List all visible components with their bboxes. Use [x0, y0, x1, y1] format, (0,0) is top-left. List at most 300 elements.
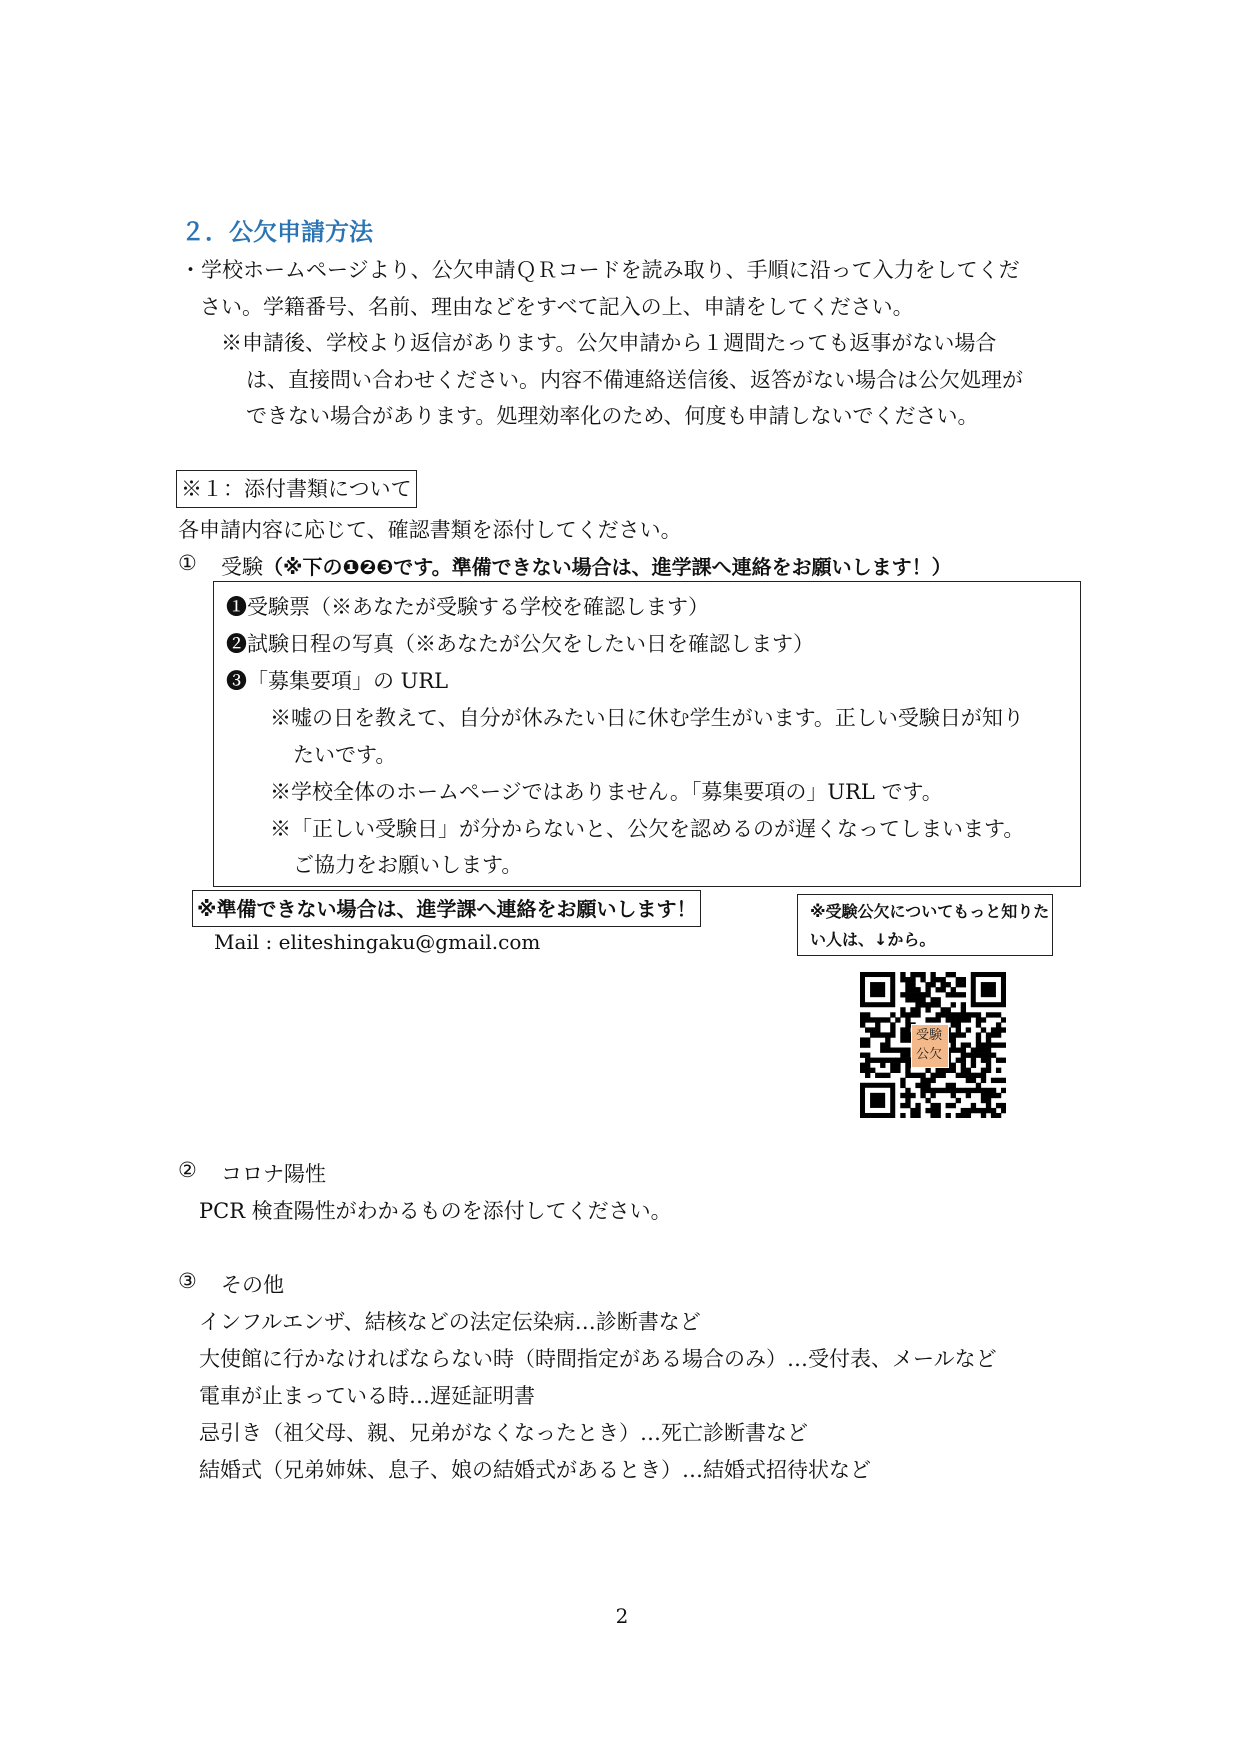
- qr-module: [1001, 1027, 1006, 1032]
- qr-module: [860, 1042, 865, 1047]
- qr-module: [910, 1073, 915, 1078]
- qr-module: [996, 1012, 1001, 1017]
- qr-module: [905, 997, 910, 1002]
- attachments-lead: 各申請内容に応じて、確認書類を添付してください。: [178, 518, 682, 542]
- qr-module: [860, 1063, 865, 1068]
- qr-module: [910, 997, 915, 1002]
- qr-module: [976, 1042, 981, 1047]
- qr-module: [951, 1042, 956, 1047]
- qr-module: [981, 1048, 986, 1053]
- qr-module: [971, 1058, 976, 1063]
- exam-box-note: ※「正しい受験日」が分からないと、公欠を認めるのが遅くなってしまいます。: [270, 817, 1025, 841]
- qr-module: [946, 1088, 951, 1093]
- qr-module: [951, 1002, 956, 1007]
- qr-module: [961, 1063, 966, 1068]
- qr-module: [925, 982, 930, 987]
- qr-module: [961, 1007, 966, 1012]
- qr-module: [890, 1027, 895, 1032]
- qr-module: [986, 1048, 991, 1053]
- qr-module: [981, 1088, 986, 1093]
- qr-module: [910, 972, 915, 977]
- qr-module: [900, 1048, 905, 1053]
- qr-module: [915, 1012, 920, 1017]
- qr-module: [961, 1053, 966, 1058]
- qr-module: [895, 1063, 900, 1068]
- qr-center-line: 受験: [915, 1028, 942, 1043]
- qr-module: [925, 1083, 930, 1088]
- qr-module: [966, 1027, 971, 1032]
- qr-module: [900, 1103, 905, 1108]
- qr-module: [966, 1068, 971, 1073]
- other-item: 電車が止まっている時…遅延証明書: [199, 1384, 535, 1408]
- qr-module: [971, 1078, 976, 1083]
- qr-module: [991, 1012, 996, 1017]
- intro-line: ・学校ホームページより、公欠申請ＱＲコードを読み取り、手順に沿って入力をしてくだ: [180, 258, 1020, 282]
- qr-module: [991, 1108, 996, 1113]
- qr-module: [956, 992, 961, 997]
- qr-module: [865, 1012, 870, 1017]
- qr-module: [986, 1042, 991, 1047]
- qr-module: [930, 1113, 935, 1118]
- qr-module: [905, 1048, 910, 1053]
- qr-module: [905, 1098, 910, 1103]
- qr-module: [946, 1103, 951, 1108]
- qr-module: [895, 1017, 900, 1022]
- exam-item-schedule: ❷試験日程の写真（※あなたが公欠をしたい日を確認します）: [226, 632, 814, 656]
- qr-module: [905, 1037, 910, 1042]
- qr-module: [976, 1017, 981, 1022]
- qr-module: [956, 1032, 961, 1037]
- qr-module: [905, 1068, 910, 1073]
- qr-module: [915, 1103, 920, 1108]
- qr-module: [925, 1088, 930, 1093]
- qr-module: [951, 1093, 956, 1098]
- qr-module: [971, 1053, 976, 1058]
- other-item: インフルエンザ、結核などの法定伝染病…診断書など: [199, 1310, 701, 1334]
- qr-module: [915, 997, 920, 1002]
- qr-module: [860, 1068, 865, 1073]
- qr-module: [910, 977, 915, 982]
- qr-module: [905, 1063, 910, 1068]
- qr-module: [930, 1002, 935, 1007]
- qr-module: [915, 987, 920, 992]
- qr-module: [966, 1042, 971, 1047]
- intro-line: さい。学籍番号、名前、理由などをすべて記入の上、申請をしてください。: [200, 295, 914, 319]
- qr-finder-pattern: [981, 982, 996, 997]
- qr-module: [996, 1058, 1001, 1063]
- qr-module: [966, 1088, 971, 1093]
- qr-module: [915, 1083, 920, 1088]
- qr-module: [956, 1073, 961, 1078]
- qr-module: [1001, 1108, 1006, 1113]
- qr-module: [991, 1113, 996, 1118]
- qr-module: [976, 1083, 981, 1088]
- qr-module: [951, 1017, 956, 1022]
- qr-module: [920, 997, 925, 1002]
- qr-module: [941, 1068, 946, 1073]
- contact-mail[interactable]: Mail : eliteshingaku@gmail.com: [214, 930, 541, 954]
- intro-note-line: できない場合があります。処理効率化のため、何度も申請しないでください。: [246, 404, 979, 428]
- qr-module: [996, 1113, 1001, 1118]
- qr-module: [870, 1027, 875, 1032]
- qr-module: [956, 1098, 961, 1103]
- qr-module: [895, 1068, 900, 1073]
- qr-module: [865, 1042, 870, 1047]
- qr-module: [976, 1048, 981, 1053]
- qr-module: [905, 977, 910, 982]
- qr-module: [961, 982, 966, 987]
- qr-module: [910, 1108, 915, 1113]
- qr-module: [976, 1022, 981, 1027]
- qr-module: [925, 1078, 930, 1083]
- qr-module: [880, 1017, 885, 1022]
- qr-module: [875, 1058, 880, 1063]
- qr-module: [900, 1012, 905, 1017]
- qr-module: [961, 1108, 966, 1113]
- qr-module: [981, 1093, 986, 1098]
- qr-module: [880, 1032, 885, 1037]
- qr-module: [961, 1073, 966, 1078]
- qr-module: [981, 1098, 986, 1103]
- qr-module: [936, 1113, 941, 1118]
- qr-module: [951, 1063, 956, 1068]
- qr-module: [930, 997, 935, 1002]
- qr-module: [880, 1058, 885, 1063]
- qr-module: [1001, 1103, 1006, 1108]
- qr-module: [1001, 1058, 1006, 1063]
- qr-module: [996, 1068, 1001, 1073]
- qr-module: [915, 1108, 920, 1113]
- qr-module: [941, 1012, 946, 1017]
- qr-module: [961, 1042, 966, 1047]
- qr-module: [941, 977, 946, 982]
- qr-module: [961, 1088, 966, 1093]
- qr-module: [880, 1042, 885, 1047]
- qr-module: [920, 1073, 925, 1078]
- qr-label: ※受験公欠についてもっと知りたい人は、↓から。: [797, 894, 1053, 956]
- exam-warning: ※準備できない場合は、進学課へ連絡をお願いします！: [192, 890, 701, 927]
- qr-module: [905, 1058, 910, 1063]
- section-title: ２．公欠申請方法: [181, 218, 373, 246]
- qr-module: [895, 1058, 900, 1063]
- qr-module: [925, 1108, 930, 1113]
- qr-module: [971, 1012, 976, 1017]
- qr-module: [996, 1027, 1001, 1032]
- qr-module: [875, 1032, 880, 1037]
- qr-module: [920, 977, 925, 982]
- qr-module: [930, 977, 935, 982]
- qr-module: [930, 1103, 935, 1108]
- qr-module: [956, 1027, 961, 1032]
- qr-module: [966, 1093, 971, 1098]
- qr-module: [971, 1088, 976, 1093]
- qr-module: [900, 1053, 905, 1058]
- qr-module: [981, 1053, 986, 1058]
- qr-module: [875, 1022, 880, 1027]
- qr-module: [925, 1068, 930, 1073]
- qr-module: [885, 1048, 890, 1053]
- qr-module: [925, 992, 930, 997]
- qr-module: [905, 987, 910, 992]
- qr-module: [900, 1113, 905, 1118]
- qr-module: [986, 1032, 991, 1037]
- qr-module: [941, 1088, 946, 1093]
- qr-module: [986, 1053, 991, 1058]
- qr-module: [905, 1027, 910, 1032]
- qr-module: [981, 1073, 986, 1078]
- intro-note-line: は、直接問い合わせください。内容不備連絡送信後、返答がない場合は公欠処理が: [246, 368, 1023, 392]
- other-item: 結婚式（兄弟姉妹、息子、娘の結婚式があるとき）…結婚式招待状など: [199, 1458, 871, 1482]
- qr-module: [951, 1083, 956, 1088]
- qr-module: [860, 1017, 865, 1022]
- qr-finder-pattern: [870, 982, 885, 997]
- qr-module: [996, 1078, 1001, 1083]
- qr-module: [870, 1058, 875, 1063]
- qr-module: [885, 1032, 890, 1037]
- qr-module: [936, 1088, 941, 1093]
- qr-module: [986, 1093, 991, 1098]
- qr-module: [971, 1103, 976, 1108]
- qr-module: [961, 1068, 966, 1073]
- qr-module: [915, 1113, 920, 1118]
- qr-module: [925, 1007, 930, 1012]
- exam-number: ①: [178, 551, 197, 575]
- qr-module: [996, 1093, 1001, 1098]
- qr-module: [991, 1053, 996, 1058]
- qr-module: [961, 1002, 966, 1007]
- qr-module: [895, 1048, 900, 1053]
- qr-module: [951, 1037, 956, 1042]
- qr-module: [865, 1068, 870, 1073]
- qr-module: [961, 977, 966, 982]
- qr-module: [915, 1007, 920, 1012]
- qr-module: [976, 1053, 981, 1058]
- qr-module: [941, 982, 946, 987]
- qr-module: [885, 1058, 890, 1063]
- qr-module: [991, 1088, 996, 1093]
- qr-module: [981, 1058, 986, 1063]
- exam-box-note: ご協力をお願いします。: [293, 853, 523, 877]
- qr-module: [865, 1053, 870, 1058]
- qr-module: [905, 992, 910, 997]
- qr-module: [981, 1042, 986, 1047]
- qr-module: [976, 1073, 981, 1078]
- qr-module: [885, 1037, 890, 1042]
- qr-module: [996, 1042, 1001, 1047]
- qr-center-text: [911, 1026, 947, 1064]
- qr-module: [936, 1103, 941, 1108]
- qr-module: [956, 1113, 961, 1118]
- qr-module: [890, 1048, 895, 1053]
- qr-module: [976, 1037, 981, 1042]
- qr-module: [905, 1093, 910, 1098]
- qr-module: [956, 982, 961, 987]
- other-item: 忌引き（祖父母、親、兄弟がなくなったとき）…死亡診断書など: [199, 1421, 808, 1445]
- qr-module: [905, 1012, 910, 1017]
- qr-module: [971, 1108, 976, 1113]
- qr-module: [961, 1048, 966, 1053]
- qr-module: [905, 982, 910, 987]
- qr-module: [885, 1042, 890, 1047]
- qr-module: [936, 1017, 941, 1022]
- qr-module: [870, 1068, 875, 1073]
- qr-module: [890, 1068, 895, 1073]
- qr-module: [956, 1088, 961, 1093]
- qr-module: [946, 1068, 951, 1073]
- qr-module: [981, 1113, 986, 1118]
- qr-module: [905, 1088, 910, 1093]
- qr-module: [981, 1017, 986, 1022]
- qr-module: [875, 1017, 880, 1022]
- corona-label: コロナ陽性: [221, 1162, 326, 1186]
- other-label: その他: [221, 1273, 284, 1297]
- qr-module: [991, 1027, 996, 1032]
- qr-module: [915, 1073, 920, 1078]
- qr-module: [865, 1063, 870, 1068]
- qr-module: [986, 1068, 991, 1073]
- qr-module: [961, 1032, 966, 1037]
- qr-module: [930, 982, 935, 987]
- qr-module: [900, 972, 905, 977]
- qr-module: [870, 1017, 875, 1022]
- qr-module: [880, 1063, 885, 1068]
- qr-module: [900, 1058, 905, 1063]
- qr-module: [900, 977, 905, 982]
- qr-module: [930, 1017, 935, 1022]
- qr-module: [981, 1078, 986, 1083]
- qr-finder-pattern: [870, 1093, 885, 1108]
- other-number: ③: [178, 1269, 197, 1293]
- qr-module: [920, 972, 925, 977]
- qr-module: [951, 987, 956, 992]
- qr-module: [976, 1012, 981, 1017]
- qr-module: [905, 1017, 910, 1022]
- qr-module: [920, 1093, 925, 1098]
- qr-module: [930, 1088, 935, 1093]
- qr-module: [991, 1042, 996, 1047]
- qr-module: [976, 1088, 981, 1093]
- exam-item-ticket: ❶受験票（※あなたが受験する学校を確認します）: [226, 595, 709, 619]
- qr-module: [951, 1048, 956, 1053]
- corona-detail: PCR 検査陽性がわかるものを添付してください。: [199, 1199, 672, 1223]
- attachments-heading: ※１：添付書類について: [176, 470, 417, 508]
- qr-module: [961, 1017, 966, 1022]
- qr-module: [956, 1012, 961, 1017]
- exam-label: 受験: [221, 555, 263, 579]
- qr-module: [890, 1058, 895, 1063]
- qr-module: [946, 1012, 951, 1017]
- other-item: 大使館に行かなければならない時（時間指定がある場合のみ）…受付表、メールなど: [199, 1347, 997, 1371]
- qr-module: [905, 1103, 910, 1108]
- qr-module: [936, 987, 941, 992]
- qr-module: [890, 1022, 895, 1027]
- qr-module: [930, 1073, 935, 1078]
- qr-module: [981, 1108, 986, 1113]
- qr-module: [986, 1098, 991, 1103]
- qr-module: [920, 1078, 925, 1083]
- qr-module: [875, 1027, 880, 1032]
- qr-module: [930, 1093, 935, 1098]
- intro-note-line: ※申請後、学校より返信があります。公欠申請から１週間たっても返事がない場合: [221, 331, 997, 355]
- qr-module: [925, 1098, 930, 1103]
- qr-module: [865, 1017, 870, 1022]
- qr-module: [920, 1002, 925, 1007]
- qr-module: [930, 1078, 935, 1083]
- qr-module: [951, 992, 956, 997]
- qr-module: [946, 982, 951, 987]
- qr-module: [910, 1007, 915, 1012]
- qr-module: [951, 1088, 956, 1093]
- corona-number: ②: [178, 1158, 197, 1182]
- qr-module: [986, 1037, 991, 1042]
- qr-module: [941, 987, 946, 992]
- qr-module: [860, 1053, 865, 1058]
- qr-module: [941, 1007, 946, 1012]
- qr-module: [860, 1012, 865, 1017]
- qr-module: [930, 1108, 935, 1113]
- qr-module: [996, 1103, 1001, 1108]
- exam-item-url: ❸「募集要項」の URL: [226, 669, 449, 693]
- qr-module: [915, 972, 920, 977]
- qr-module: [885, 1073, 890, 1078]
- qr-module: [946, 992, 951, 997]
- qr-module: [936, 1068, 941, 1073]
- qr-module: [900, 1007, 905, 1012]
- qr-module: [865, 1027, 870, 1032]
- qr-module: [971, 1063, 976, 1068]
- qr-module: [971, 1048, 976, 1053]
- qr-module: [910, 987, 915, 992]
- qr-module: [905, 1022, 910, 1027]
- qr-module: [885, 1017, 890, 1022]
- qr-module: [936, 1108, 941, 1113]
- qr-module: [961, 1012, 966, 1017]
- qr-module: [971, 1073, 976, 1078]
- qr-module: [865, 1073, 870, 1078]
- qr-module: [951, 1022, 956, 1027]
- qr-module: [951, 1012, 956, 1017]
- qr-module: [961, 1058, 966, 1063]
- qr-module: [961, 992, 966, 997]
- qr-module: [936, 1012, 941, 1017]
- qr-module: [946, 1017, 951, 1022]
- qr-module: [905, 1053, 910, 1058]
- qr-module: [905, 1073, 910, 1078]
- exam-box-note: たいです。: [293, 743, 397, 767]
- qr-module: [956, 1058, 961, 1063]
- qr-module: [951, 1103, 956, 1108]
- qr-module: [981, 1027, 986, 1032]
- qr-module: [880, 1073, 885, 1078]
- qr-module: [966, 1017, 971, 1022]
- qr-module: [905, 1032, 910, 1037]
- qr-module: [870, 1032, 875, 1037]
- qr-module: [951, 972, 956, 977]
- qr-module: [900, 1083, 905, 1088]
- qr-module: [976, 1108, 981, 1113]
- qr-module: [956, 977, 961, 982]
- exam-box-note: ※学校全体のホームページではありません。「募集要項の」URL です。: [270, 780, 943, 804]
- qr-module: [981, 1068, 986, 1073]
- qr-module: [1001, 1078, 1006, 1083]
- qr-module: [865, 1058, 870, 1063]
- qr-module: [966, 1053, 971, 1058]
- qr-module: [900, 1037, 905, 1042]
- qr-module: [966, 1108, 971, 1113]
- qr-module: [996, 1022, 1001, 1027]
- qr-module: [925, 1002, 930, 1007]
- qr-module: [946, 1083, 951, 1088]
